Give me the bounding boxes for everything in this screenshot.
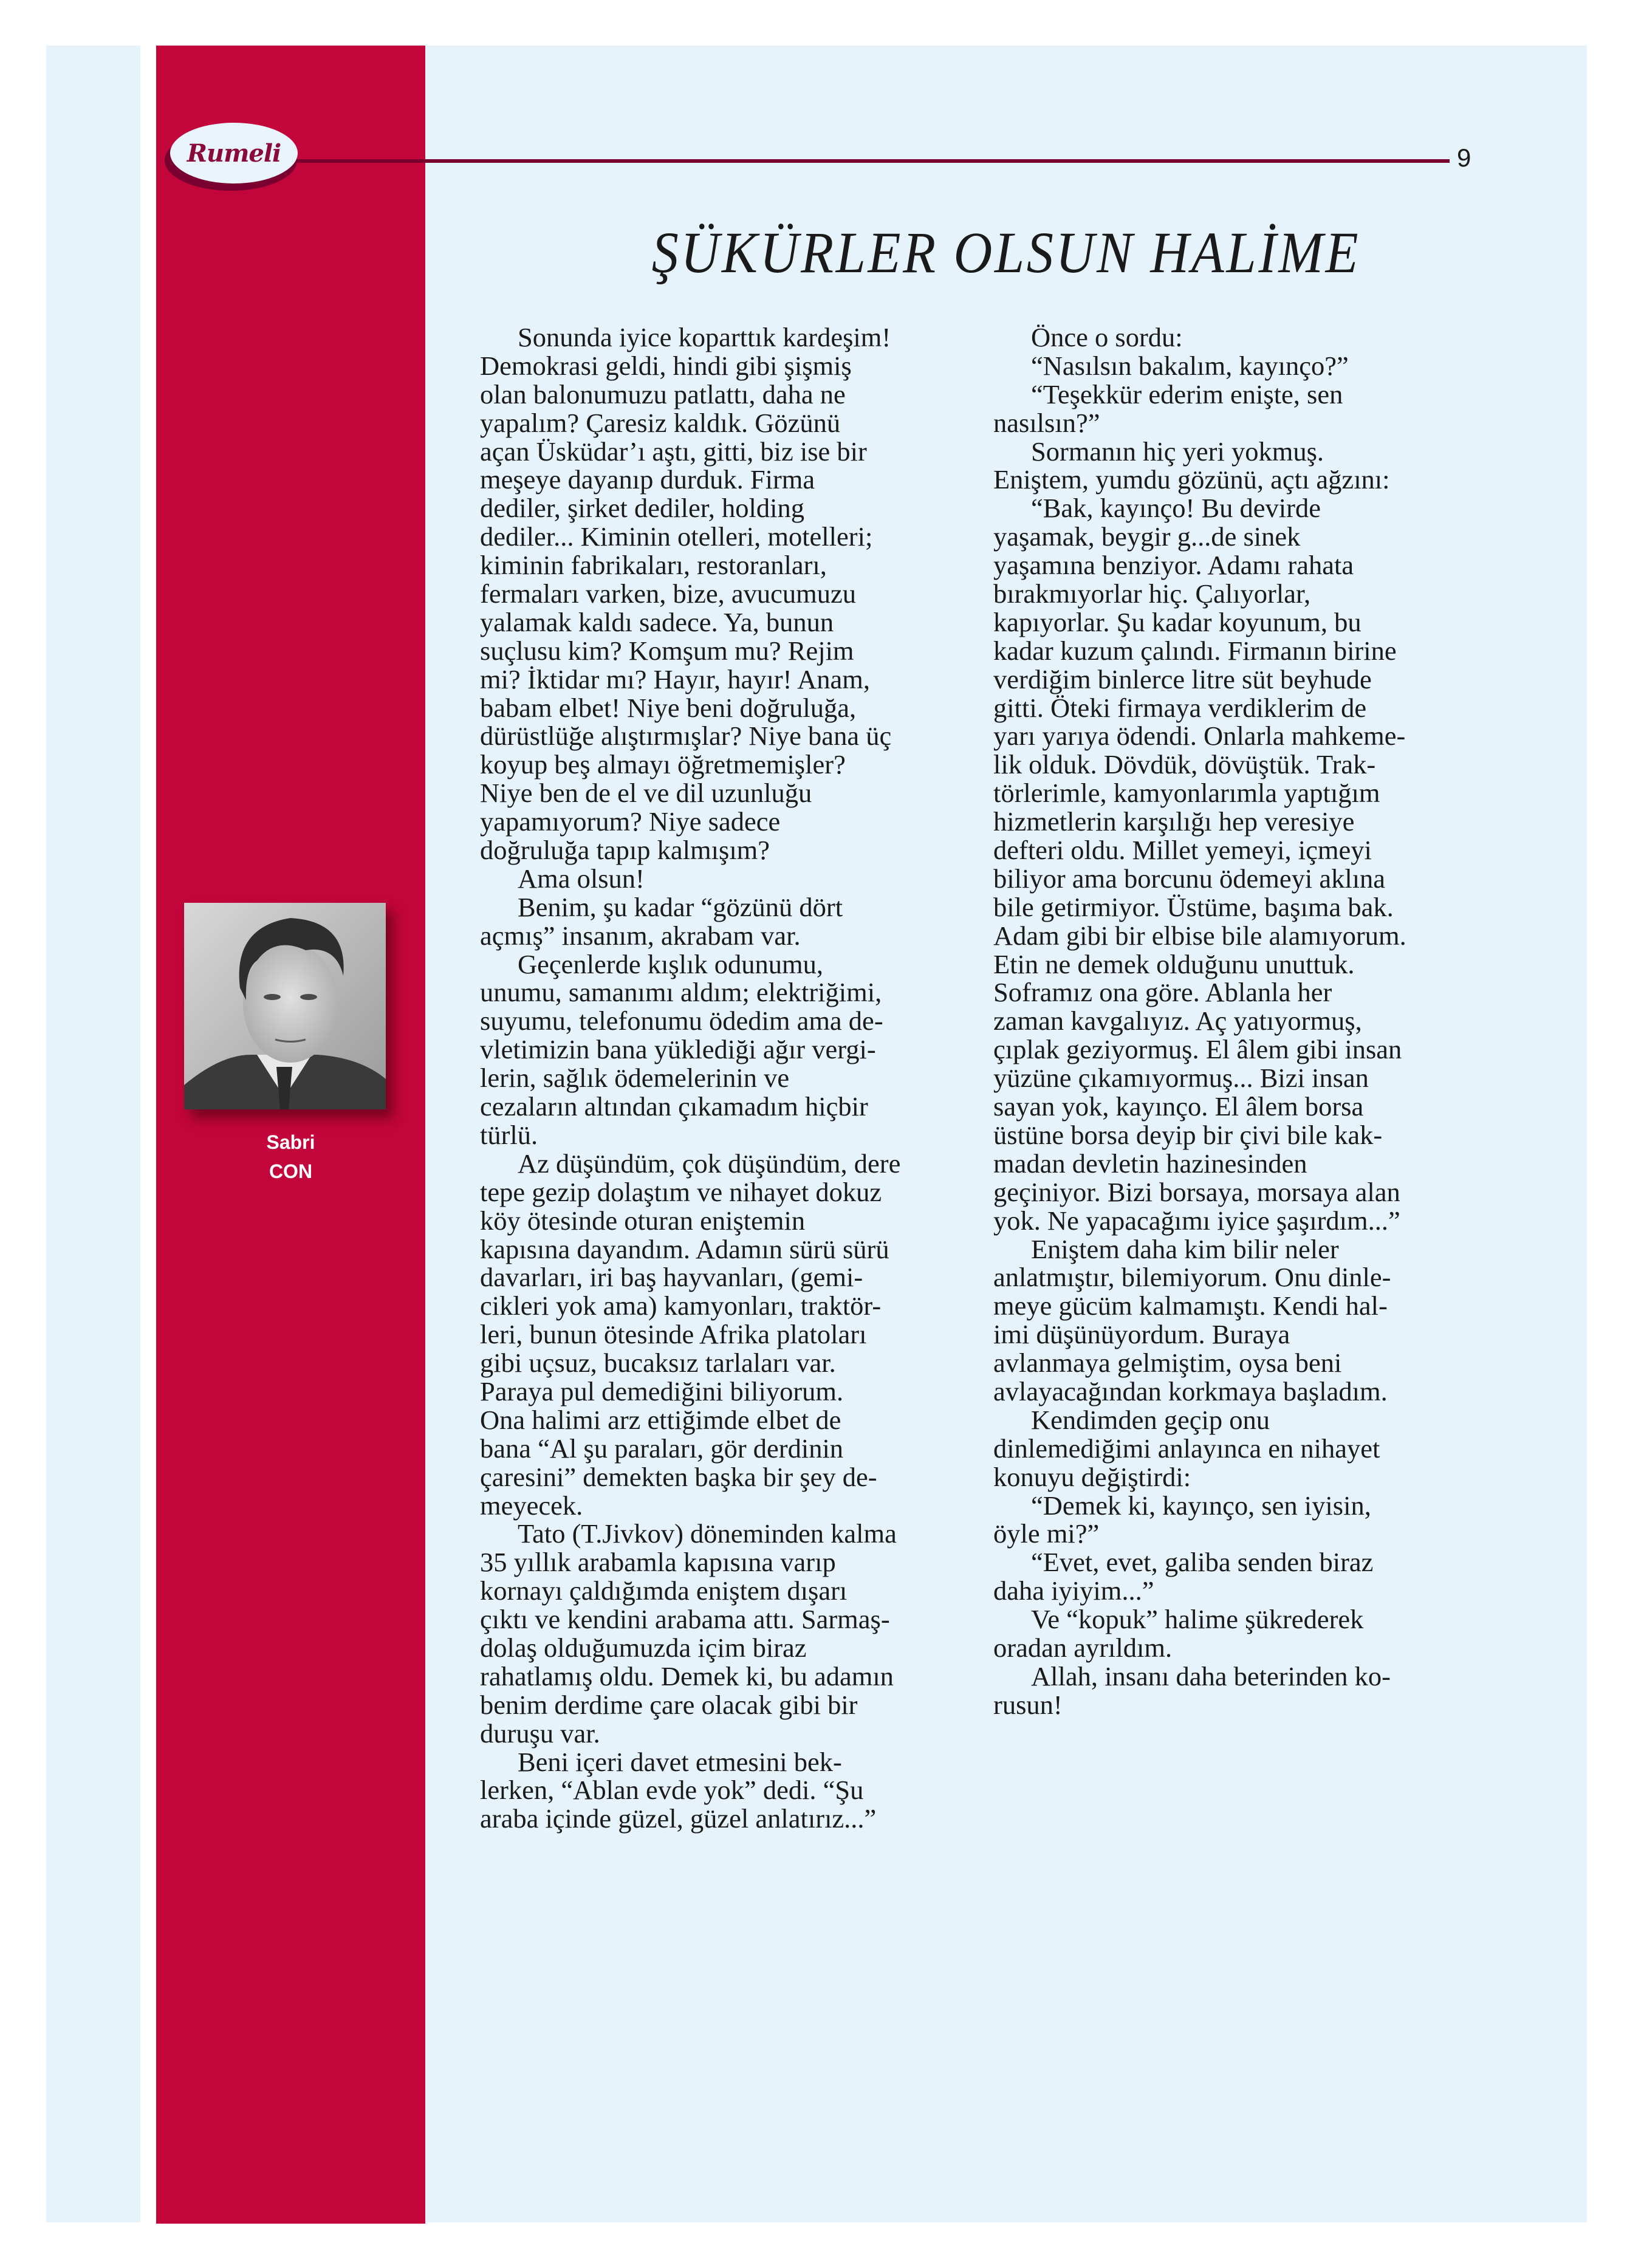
text-line: olan balonumuzu patlattı, daha ne: [480, 379, 846, 409]
text-line: kornayı çaldığımda eniştem dışarı: [480, 1575, 848, 1606]
text-line: Ve “kopuk” halime şükrederek: [1031, 1604, 1364, 1635]
text-line: lerin, sağlık ödemelerinin ve: [480, 1063, 790, 1094]
text-line: defteri oldu. Millet yemeyi, içmeyi: [993, 835, 1372, 866]
text-line: yalamak kaldı sadece. Ya, bunun: [480, 606, 834, 637]
article-title-text: ŞÜKÜRLER OLSUN HALİME: [651, 220, 1361, 285]
text-line: “Teşekkür ederim enişte, sen: [1031, 379, 1343, 409]
author-last-name: CON: [269, 1160, 313, 1182]
text-line: yarı yarıya ödendi. Onlarla mahkeme-: [993, 721, 1406, 752]
text-column-left: [480, 323, 978, 1833]
text-line: vletimizin bana yüklediği ağır vergi-: [480, 1034, 876, 1065]
text-line: açan Üsküdar’ı aştı, gitti, biz ise bir: [480, 436, 867, 467]
text-line: yapamıyorum? Niye sadece: [480, 806, 781, 837]
portrait-image: [184, 903, 386, 1109]
text-line: “Bak, kayınço! Bu devirde: [1031, 493, 1321, 524]
text-line: gibi uçsuz, bucaksız tarlaları var.: [480, 1348, 836, 1379]
text-line: törlerimle, kamyonlarımla yaptığım: [993, 778, 1380, 809]
text-line: benim derdime çare olacak gibi bir: [480, 1689, 858, 1720]
text-line: araba içinde güzel, güzel anlatırız...”: [480, 1803, 877, 1834]
text-line: sayan yok, kayınço. El âlem borsa: [993, 1091, 1364, 1122]
text-line: dediler... Kiminin otelleri, motelleri;: [480, 521, 873, 552]
text-line: Kendimden geçip onu: [1031, 1404, 1270, 1435]
text-line: lerken, “Ablan evde yok” dedi. “Şu: [480, 1775, 864, 1806]
text-line: bırakmıyorlar hiç. Çalıyorlar,: [993, 578, 1311, 609]
text-line: dürüstlüğe alıştırmışlar? Niye bana üç: [480, 721, 892, 752]
text-line: çaresini” demekten başka bir şey de-: [480, 1461, 877, 1492]
text-line: Benim, şu kadar “gözünü dört: [518, 891, 843, 922]
text-line: rahatlamış oldu. Demek ki, bu adamın: [480, 1660, 894, 1691]
header-rule: [292, 159, 1450, 163]
text-line: kadar kuzum çalındı. Firmanın birine: [993, 635, 1397, 666]
text-line: öyle mi?”: [993, 1518, 1100, 1549]
text-line: Sonunda iyice koparttık kardeşim!: [518, 322, 891, 352]
text-line: imi düşünüyordum. Buraya: [993, 1319, 1290, 1350]
text-line: Ona halimi arz ettiğimde elbet de: [480, 1404, 841, 1435]
text-line: Niye ben de el ve dil uzunluğu: [480, 778, 812, 809]
text-line: Beni içeri davet etmesini bek-: [518, 1746, 842, 1777]
text-line: meye gücüm kalmamıştı. Kendi hal-: [993, 1290, 1388, 1321]
text-line: gitti. Öteki firmaya verdiklerim de: [993, 692, 1367, 723]
text-line: meyecek.: [480, 1490, 583, 1521]
text-line: Ama olsun!: [518, 863, 645, 894]
text-line: Eniştem, yumdu gözünü, açtı ağzını:: [993, 464, 1390, 495]
text-line: bile getirmiyor. Üstüme, başıma bak.: [993, 891, 1394, 922]
text-line: Paraya pul demediğini biliyorum.: [480, 1376, 844, 1406]
author-photo: [184, 903, 386, 1109]
text-column-right: [993, 323, 1492, 1719]
text-line: fermaları varken, bize, avucumuzu: [480, 578, 856, 609]
text-line: zaman kavgalıyız. Aç yatıyormuş,: [993, 1006, 1362, 1036]
text-line: dinlemediğimi anlayınca en nihayet: [993, 1433, 1380, 1464]
text-line: açmış” insanım, akrabam var.: [480, 920, 801, 951]
text-line: geçiniyor. Bizi borsaya, morsaya alan: [993, 1176, 1400, 1207]
text-line: koyup beş almayı öğretmemişler?: [480, 749, 846, 780]
text-line: Etin ne demek olduğunu unuttuk.: [993, 948, 1355, 979]
magazine-logo: [170, 123, 298, 183]
text-line: unumu, samanımı aldım; elektriğimi,: [480, 977, 882, 1008]
text-line: Önce o sordu:: [1031, 322, 1183, 352]
text-line: “Evet, evet, galiba senden biraz: [1031, 1547, 1374, 1578]
text-line: köy ötesinde oturan eniştemin: [480, 1205, 806, 1236]
text-line: Allah, insanı daha beterinden ko-: [1031, 1660, 1391, 1691]
text-line: cikleri yok ama) kamyonları, traktör-: [480, 1290, 882, 1321]
text-line: Geçenlerde kışlık odunumu,: [518, 948, 823, 979]
text-line: Demokrasi geldi, hindi gibi şişmiş: [480, 350, 852, 381]
author-first-name: Sabri: [266, 1131, 315, 1153]
text-line: meşeye dayanıp durduk. Firma: [480, 464, 815, 495]
text-line: oradan ayrıldım.: [993, 1632, 1173, 1663]
text-line: leri, bunun ötesinde Afrika platoları: [480, 1319, 867, 1350]
text-line: suyumu, telefonumu ödedim ama de-: [480, 1006, 883, 1036]
text-line: 35 yıllık arabamla kapısına varıp: [480, 1547, 836, 1578]
text-line: yapalım? Çaresiz kaldık. Gözünü: [480, 407, 841, 438]
text-line: madan devletin hazinesinden: [993, 1148, 1307, 1179]
text-line: Tato (T.Jivkov) döneminden kalma: [518, 1518, 897, 1549]
text-line: yaşamına benziyor. Adamı rahata: [993, 550, 1354, 581]
text-line: “Demek ki, kayınço, sen iyisin,: [1031, 1490, 1371, 1521]
text-line: Adam gibi bir elbise bile alamıyorum.: [993, 920, 1406, 951]
article-title: [425, 219, 1587, 286]
text-line: konuyu değiştirdi:: [993, 1461, 1191, 1492]
page-number: 9: [1457, 143, 1471, 172]
text-line: biliyor ama borcunu ödemeyi aklına: [993, 863, 1386, 894]
text-line: kapıyorlar. Şu kadar koyunum, bu: [993, 606, 1361, 637]
text-line: mi? İktidar mı? Hayır, hayır! Anam,: [480, 663, 871, 694]
text-line: yüzüne çıkamıyormuş... Bizi insan: [993, 1063, 1369, 1094]
text-line: türlü.: [480, 1119, 538, 1150]
left-margin-strip: [46, 46, 140, 2222]
text-line: rusun!: [993, 1689, 1063, 1720]
text-line: doğruluğa tapıp kalmışım?: [480, 835, 770, 866]
text-line: cezaların altından çıkamadım hiçbir: [480, 1091, 868, 1122]
text-line: “Nasılsın bakalım, kayınço?”: [1031, 350, 1349, 381]
text-line: tepe gezip dolaştım ve nihayet dokuz: [480, 1176, 882, 1207]
text-line: dolaş olduğumuzda içim biraz: [480, 1632, 807, 1663]
text-line: lik olduk. Dövdük, dövüştük. Trak-: [993, 749, 1376, 780]
logo-text: Rumeli: [187, 139, 281, 168]
text-line: anlatmıştır, bilemiyorum. Onu dinle-: [993, 1262, 1391, 1293]
text-line: dediler, şirket dediler, holding: [480, 493, 804, 524]
text-line: Az düşündüm, çok düşündüm, dere: [518, 1148, 901, 1179]
text-line: avlayacağından korkmaya başladım.: [993, 1376, 1388, 1406]
text-line: çıplak geziyormuş. El âlem gibi insan: [993, 1034, 1402, 1065]
text-line: üstüne borsa deyip bir çivi bile kak-: [993, 1119, 1383, 1150]
text-line: davarları, iri baş hayvanları, (gemi-: [480, 1262, 863, 1293]
text-line: babam elbet! Niye beni doğruluğa,: [480, 692, 857, 723]
text-line: Soframız ona göre. Ablanla her: [993, 977, 1332, 1008]
text-line: yaşamak, beygir g...de sinek: [993, 521, 1301, 552]
text-line: duruşu var.: [480, 1718, 600, 1749]
text-line: hizmetlerin karşılığı hep veresiye: [993, 806, 1355, 837]
text-line: çıktı ve kendini arabama attı. Sarmaş-: [480, 1604, 890, 1635]
text-line: bana “Al şu paraları, gör derdinin: [480, 1433, 844, 1464]
text-line: nasılsın?”: [993, 407, 1100, 438]
text-line: Eniştem daha kim bilir neler: [1031, 1233, 1339, 1264]
text-line: kiminin fabrikaları, restoranları,: [480, 550, 827, 581]
text-line: Sormanın hiç yeri yokmuş.: [1031, 436, 1324, 467]
text-line: verdiğim binlerce litre süt beyhude: [993, 663, 1372, 694]
text-line: daha iyiyim...”: [993, 1575, 1154, 1606]
text-line: yok. Ne yapacağımı iyice şaşırdım...”: [993, 1205, 1400, 1236]
text-line: suçlusu kim? Komşum mu? Rejim: [480, 635, 854, 666]
text-line: avlanmaya gelmiştim, oysa beni: [993, 1348, 1342, 1379]
text-line: kapısına dayandım. Adamın sürü sürü: [480, 1233, 889, 1264]
